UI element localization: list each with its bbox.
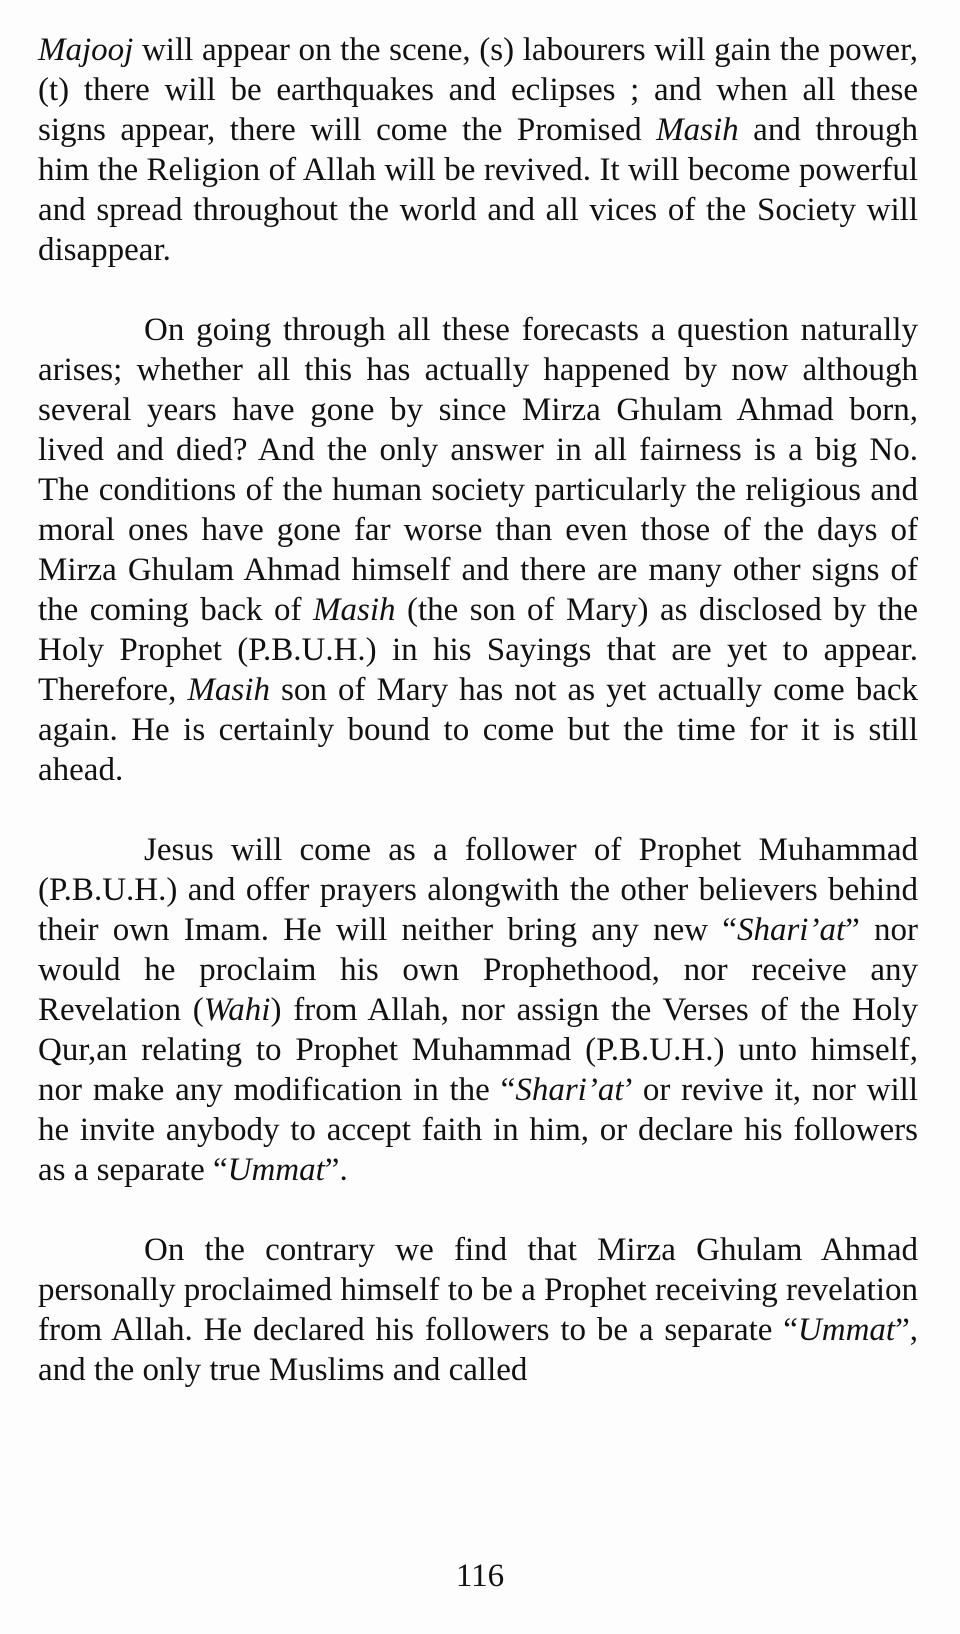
paragraph: [38, 30, 918, 270]
text-run: and through him the Religion of Allah will be revived. It will become powerful and spread throughout the world and all vices of the Society will disappear.: [38, 112, 918, 268]
text-run: will appear on the scene, (s) labourers will gain the power, (t) there will be earthquakes and eclipses ; and when all these signs appear, there will come the Promised: [38, 32, 918, 148]
paragraph: [38, 830, 918, 1190]
text-run: ” nor would he proclaim his own Prophethood, nor receive any Revelation (: [38, 912, 918, 1028]
text-run: Jesus will come as a follower of Prophet Muhammad (P.B.U.H.) and offer prayers alongwith the other believers behind their own Imam. He will neither bring any new “: [38, 832, 918, 948]
body-text: [38, 30, 918, 1430]
page-number: 116: [455, 1558, 505, 1594]
text-run: ) from Allah, nor assign the Verses of the Holy Qur,an relating to Prophet Muhammad (P.B.U.H.) unto himself, nor make any modification in the “: [38, 992, 918, 1108]
paragraph: [38, 310, 918, 790]
text-run: ”.: [324, 1152, 348, 1188]
italic-term: Masih: [656, 112, 739, 148]
italic-term: Shari’at: [736, 912, 846, 948]
text-run: ”, and the only true Muslims and called: [38, 1312, 918, 1388]
paragraph: [38, 1230, 918, 1390]
italic-term: Majooj: [38, 32, 134, 68]
italic-term: Masih: [312, 592, 396, 628]
italic-term: Ummat: [797, 1312, 896, 1348]
italic-term: Masih: [187, 672, 270, 708]
text-run: (the son of Mary) as disclosed by the Holy Prophet (P.B.U.H.) in his Sayings that are yet to appear. Therefore,: [38, 592, 918, 708]
text-run: On going through all these forecasts a question naturally arises; whether all this has actually happened by now although several years have gone by since Mirza Ghulam Ahmad born, lived and died? And the only answer in all fairness is a big No. The conditions of the human society particularly the religious and moral ones have gone far worse than even those of the days of Mirza Ghulam Ahmad himself and there are many other signs of the coming back of: [38, 312, 918, 628]
italic-term: Wahi: [203, 992, 271, 1028]
text-run: On the contrary we find that Mirza Ghulam Ahmad personally proclaimed himself to be a Prophet receiving revelation from Allah. He declared his followers to be a separate “: [38, 1232, 918, 1348]
text-run: son of Mary has not as yet actually come back again. He is certainly bound to come but the time for it is still ahead.: [38, 672, 918, 788]
italic-term: Ummat: [227, 1152, 325, 1188]
text-run: ’ or revive it, nor will he invite anybody to accept faith in him, or declare his followers as a separate “: [38, 1072, 918, 1188]
italic-term: Shari’at: [515, 1072, 624, 1108]
